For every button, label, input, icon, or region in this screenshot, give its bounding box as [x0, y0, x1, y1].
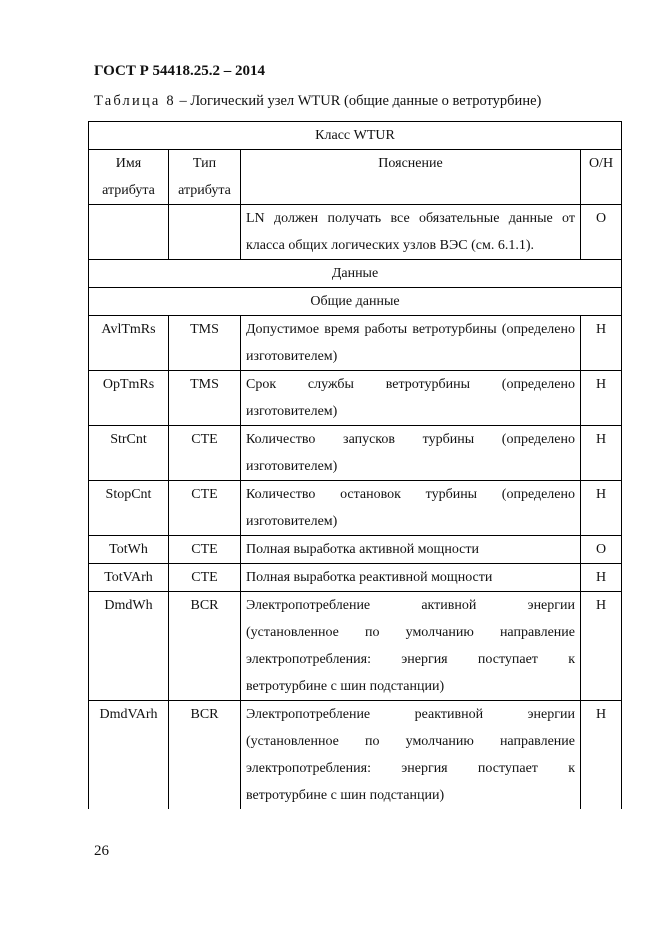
header-type-line-2: атрибута — [178, 183, 231, 198]
table-caption — [94, 93, 541, 110]
header-row — [89, 150, 622, 205]
row-desc: Срок службы ветротурбины (определено изготовителем) — [241, 371, 581, 426]
class-row — [89, 122, 622, 150]
row-mo: Н — [581, 426, 622, 481]
row-desc: Полная выработка активной мощности — [241, 536, 581, 564]
table-caption-label: Таблица 8 — [94, 93, 176, 109]
row-type: CTE — [169, 426, 241, 481]
document-title: ГОСТ Р 54418.25.2 – 2014 — [94, 63, 266, 79]
row-name: TotWh — [89, 536, 169, 564]
table-row — [89, 701, 622, 810]
header-name — [89, 150, 169, 205]
row-desc: Допустимое время работы ветротурбины (определено изготовителем) — [241, 316, 581, 371]
row-name: DmdWh — [89, 592, 169, 701]
row-mo: Н — [581, 564, 622, 592]
row-mo: Н — [581, 701, 622, 810]
row-desc: Полная выработка реактивной мощности — [241, 564, 581, 592]
table-row — [89, 371, 622, 426]
row-type: CTE — [169, 564, 241, 592]
row-mo: О — [581, 536, 622, 564]
row-type: BCR — [169, 701, 241, 810]
data-section-cell: Данные — [89, 260, 622, 288]
row-desc: Электропотребление активной энергии (установленное по умолчанию направление электропотребления: энергия поступает к ветротурбине с шин подстанции) — [241, 592, 581, 701]
row-mo: Н — [581, 592, 622, 701]
header-desc: Пояснение — [241, 150, 581, 205]
ln-type — [169, 205, 241, 260]
row-type: CTE — [169, 481, 241, 536]
row-name: StopCnt — [89, 481, 169, 536]
table-row — [89, 536, 622, 564]
row-name: DmdVArh — [89, 701, 169, 810]
class-cell: Класс WTUR — [89, 122, 622, 150]
row-name: TotVArh — [89, 564, 169, 592]
row-desc: Количество запусков турбины (определено изготовителем) — [241, 426, 581, 481]
page-number: 26 — [94, 843, 109, 859]
wtur-table — [88, 121, 622, 809]
common-section-cell: Общие данные — [89, 288, 622, 316]
header-type — [169, 150, 241, 205]
ln-mo: О — [581, 205, 622, 260]
row-name: StrCnt — [89, 426, 169, 481]
row-mo: Н — [581, 481, 622, 536]
row-type: TMS — [169, 316, 241, 371]
common-section-row — [89, 288, 622, 316]
data-section-row — [89, 260, 622, 288]
table-row — [89, 426, 622, 481]
row-type: BCR — [169, 592, 241, 701]
ln-row — [89, 205, 622, 260]
header-mo: О/Н — [581, 150, 622, 205]
row-desc: Электропотребление реактивной энергии (установленное по умолчанию направление электропотребления: энергия поступает к ветротурбине с шин подстанции) — [241, 701, 581, 810]
header-name-line-2: атрибута — [102, 183, 155, 198]
row-desc: Количество остановок турбины (определено изготовителем) — [241, 481, 581, 536]
row-name: OpTmRs — [89, 371, 169, 426]
row-mo: Н — [581, 316, 622, 371]
table-row — [89, 564, 622, 592]
table-row — [89, 316, 622, 371]
header-type-line-1: Тип — [192, 156, 217, 171]
row-type: TMS — [169, 371, 241, 426]
ln-desc: LN должен получать все обязательные данные от класса общих логических узлов ВЭС (см. 6.1.1). — [241, 205, 581, 260]
row-mo: Н — [581, 371, 622, 426]
row-name: AvlTmRs — [89, 316, 169, 371]
header-name-line-1: Имя — [115, 156, 142, 171]
row-type: CTE — [169, 536, 241, 564]
table-row — [89, 481, 622, 536]
ln-name — [89, 205, 169, 260]
table-row — [89, 592, 622, 701]
table-caption-text: – Логический узел WTUR (общие данные о ветротурбине) — [175, 93, 542, 109]
